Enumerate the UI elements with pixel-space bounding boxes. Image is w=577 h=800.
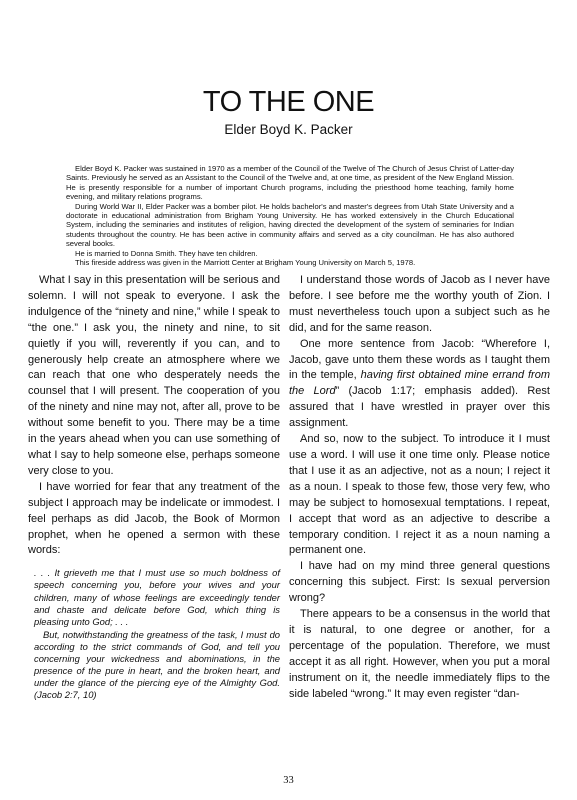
- body-paragraph: What I say in this presentation will be serious and solemn. I will not speak to everyone. I ask the indulgence of the “ninety and nine,” while I speak to “the one.” I ask you, the ninety and nine, to sit quietly if you will, reverently if you can, and to generously help create an atmosphere where we can reach that one who desperately needs the counsel that I will present. The cooperation of you of the ninety and nine may not, after all, prove to be without some benefit to you. There may be a time in the years ahead when you can use something of what I say to help someone else, perhaps someone very close to you.: [28, 274, 280, 477]
- bio-paragraph: Elder Boyd K. Packer was sustained in 1970 as a member of the Council of the Twelve of The Church of Jesus Christ of Latter-day Saints. Previously he served as an Assistant to the Council of the Twelve and, at one time, as president of the New England Mission. He is presently responsible for a number of important Church programs, including the priesthood home teaching, family home evening, and military relations programs.: [66, 164, 514, 202]
- author-byline: Elder Boyd K. Packer: [224, 122, 353, 137]
- right-column: [289, 273, 550, 702]
- scripture-quote: . . . It grieveth me that I must use so much boldness of speech concerning you, before your wives and your children, many of whose feelings are exceedingly tender and chaste and delicate before God, which thing is pleasing unto God; . . .: [34, 567, 280, 627]
- bio-paragraph: He is married to Donna Smith. They have ten children.: [75, 248, 258, 258]
- body-paragraph: There appears to be a consensus in the world that it is natural, to one degree or another, for a percentage of the population. Therefore, we must accept it as all right. However, when you put a moral instrument on it, the needle immediately flips to the side labeled “wrong.” It may even register “dan-: [289, 608, 550, 700]
- body-paragraph: I understand those words of Jacob as I never have before. I see before me the worthy youth of Zion. I must nevertheless touch upon a subject such as he did, and for the same reason.: [289, 274, 550, 334]
- text-run: One more sentence from Jacob: “Wherefore I, Jacob, gave unto them these words as I taught them in the temple,: [289, 337, 550, 382]
- body-paragraph: I have worried for fear that any treatment of the subject I approach may be indelicate or immodest. I feel perhaps as did Jacob, the Book of Mormon prophet, when he opened a sermon with these words:: [28, 480, 280, 557]
- scripture-quote: But, notwithstanding the greatness of the task, I must do according to the strict commands of God, and tell you concerning your wickedness and abominations, in the presence of the pure in heart, and the broken heart, and under the glance of the piercing eye of the Almighty God. (Jacob 2:7, 10): [34, 628, 280, 701]
- emphasized-text: having first obtained mine errand from the Lord: [289, 369, 551, 398]
- body-paragraph: I have had on my mind three general questions concerning this subject. First: Is sexual perversion wrong?: [289, 560, 550, 605]
- article-title: TO THE ONE: [202, 86, 375, 118]
- body-paragraph: [289, 337, 550, 432]
- author-bio: [66, 164, 514, 267]
- body-paragraph: And so, now to the subject. To introduce it I must use a word. I will use it one time only. Please notice that I use it as an adjective, not as a noun; I reject it as a noun. I speak to those few, those very few, who may be subject to homosexual temptations. I repeat, I accept that word as an adjective to describe a temporary condition. I reject it as a noun naming a permanent one.: [289, 433, 550, 557]
- bio-paragraph: During World War II, Elder Packer was a bomber pilot. He holds bachelor's and master's degrees from Utah State University and a doctorate in educational administration from Brigham Young University. He has worked extensively in the Church Educational System, including the seminaries and institutes of religion, having directed the development of the system of seminaries for Indian students throughout the country. He has been active in community affairs and served as a city councilman. He has also authored several books.: [66, 201, 514, 249]
- page-number: 33: [283, 775, 294, 786]
- bio-paragraph: This fireside address was given in the Marriott Center at Brigham Young University on March 5, 1978.: [75, 258, 416, 268]
- left-column: [28, 273, 280, 701]
- text-run: ” (Jacob 1:17; emphasis added). Rest assured that I have wrestled in prayer over this assignment.: [289, 385, 550, 430]
